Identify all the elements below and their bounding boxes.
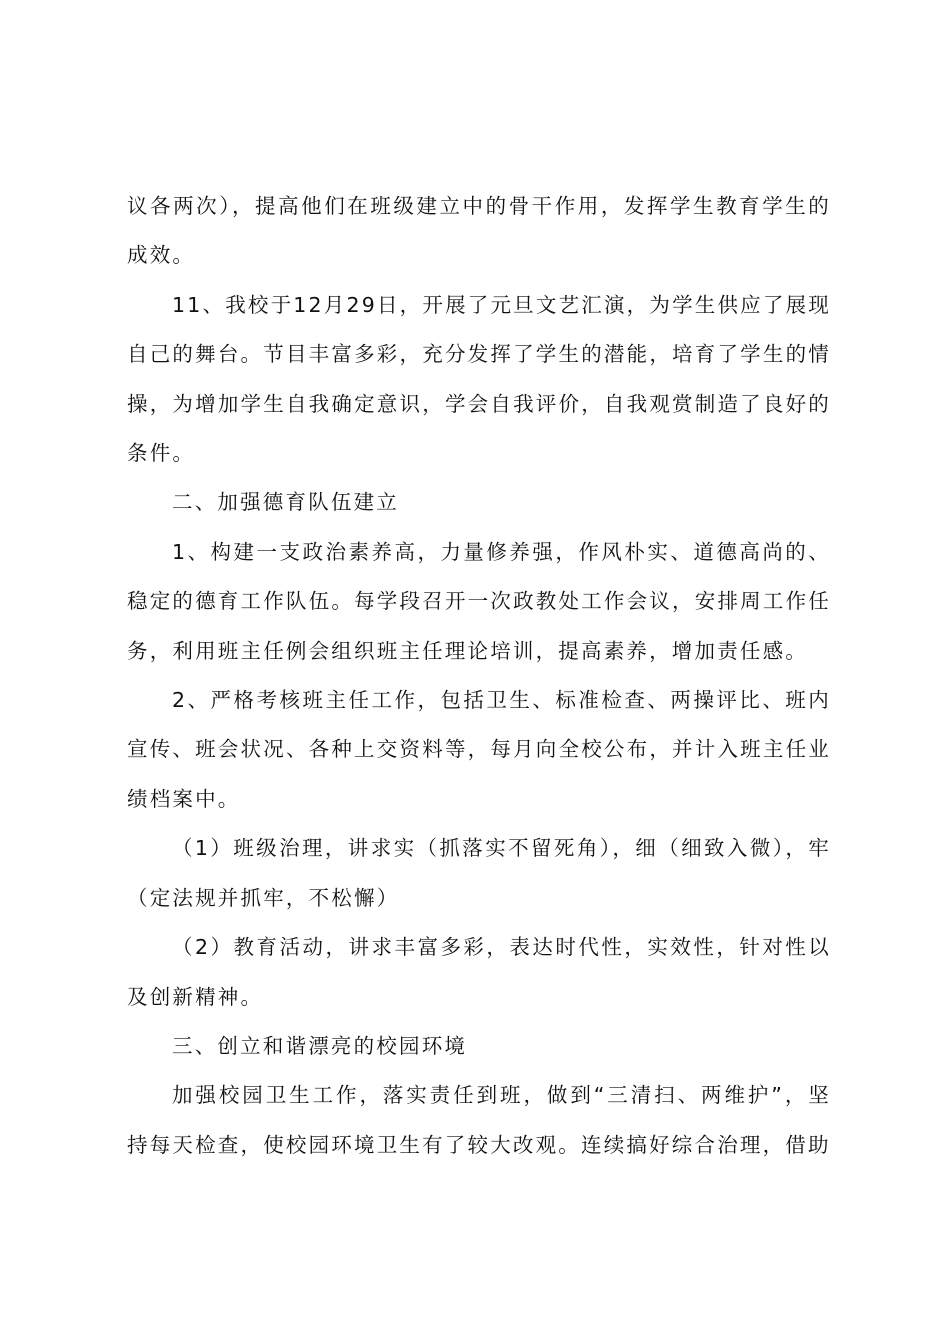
section-heading-3: 三、创立和谐漂亮的校园环境 bbox=[172, 1033, 468, 1058]
paragraph-item-2: 2、严格考核班主任工作，包括卫生、标准检查、两操评比、班内宣传、班会状况、各种上交资料等，每月向全校公布，并计入班主任业绩档案中。 bbox=[127, 688, 831, 811]
paragraph-item-11: 11、我校于12月29日，开展了元旦文艺汇演，为学生供应了展现自己的舞台。节目丰富多彩，充分发挥了学生的潜能，培育了学生的情操，为增加学生自我确定意识，学会自我评价，自我观赏制造了良好的条件。 bbox=[127, 292, 831, 466]
paragraph-subitem-2: （2）教育活动，讲求丰富多彩，表达时代性，实效性，针对性以及创新精神。 bbox=[127, 935, 831, 1009]
section-heading-2: 二、加强德育队伍建立 bbox=[172, 490, 399, 515]
paragraph-subitem-1: （1）班级治理，讲求实（抓落实不留死角），细（细致入微），牢（定法规并抓牢，不松懈） bbox=[127, 836, 831, 910]
paragraph-environment: 加强校园卫生工作，落实责任到班，做到“三清扫、两维护”，坚持每天检查，使校园环境卫生有了较大改观。连续搞好综合治理，借助 bbox=[127, 1083, 831, 1157]
document-body bbox=[127, 182, 831, 1170]
paragraph-continuation: 议各两次），提高他们在班级建立中的骨干作用，发挥学生教育学生的成效。 bbox=[127, 194, 831, 268]
paragraph-item-1: 1、构建一支政治素养高，力量修养强，作风朴实、道德高尚的、稳定的德育工作队伍。每学段召开一次政教处工作会议，安排周工作任务，利用班主任例会组织班主任理论培训，提高素养，增加责任感。 bbox=[127, 539, 831, 663]
